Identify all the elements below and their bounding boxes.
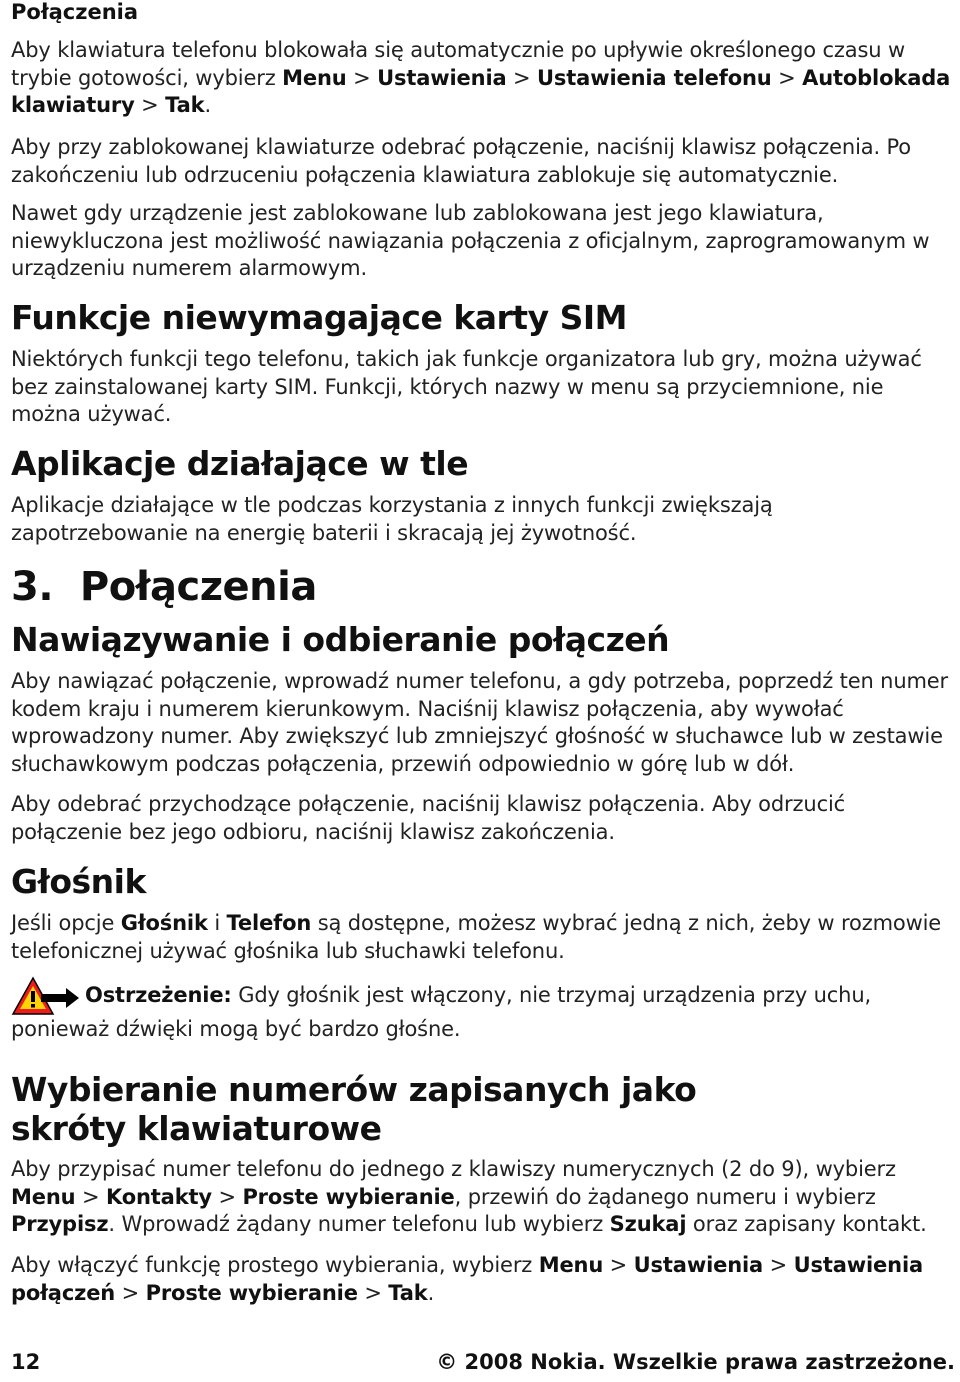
option-name: Telefon: [226, 911, 312, 935]
section-speaker: [11, 862, 955, 901]
warning-label: Ostrzeżenie:: [85, 983, 232, 1007]
text: . Wprowadź żądany numer telefonu lub wybierz: [108, 1212, 610, 1236]
menu-path-item: Proste wybieranie: [242, 1184, 455, 1209]
text: Aby przypisać numer telefonu do jednego z klawiszy numerycznych (2 do 9), wybierz: [11, 1157, 896, 1181]
option-name: Przypisz: [11, 1212, 109, 1236]
text: .: [204, 93, 211, 117]
separator: >: [771, 65, 803, 90]
paragraph: [11, 346, 955, 429]
menu-path-item: Kontakty: [105, 1184, 212, 1209]
section-heading: Nawiązywanie i odbieranie połączeń: [11, 620, 670, 659]
text: Jeśli opcje: [11, 911, 121, 935]
separator: >: [603, 1253, 634, 1277]
menu-path-item: Proste wybieranie: [145, 1280, 358, 1305]
warning-text: Gdy głośnik jest włączony, nie trzymaj urządzenia przy uchu, ponieważ dźwięki mogą być bardzo głośne.: [11, 983, 872, 1041]
separator: >: [357, 1280, 389, 1305]
paragraph: [11, 37, 955, 120]
paragraph: [11, 910, 955, 965]
paragraph: [11, 791, 955, 846]
paragraph-text: Aby przy zablokowanej klawiaturze odebrać połączenie, naciśnij klawisz połączenia. Po zakończeniu lub odrzuceniu połączenia klawiatura zablokuje się automatycznie.: [11, 135, 911, 187]
paragraph: [11, 200, 955, 283]
warning-icon: [11, 976, 81, 1016]
page-footer: [11, 1350, 955, 1374]
text: , przewiń do żądanego numeru i wybierz: [454, 1184, 876, 1209]
menu-path-item: Tak: [165, 93, 205, 117]
paragraph: [11, 134, 955, 189]
menu-path-item: Menu: [282, 65, 347, 90]
menu-path-item: Menu: [11, 1184, 76, 1209]
menu-path-item: Ustawienia połączeń: [11, 1253, 924, 1305]
separator: >: [506, 65, 538, 90]
page-number: 12: [11, 1350, 41, 1374]
paragraph-text: Aplikacje działające w tle podczas korzystania z innych funkcji zwiększają zapotrzebowanie na energię baterii i skracają jej żywotność.: [11, 493, 773, 545]
section-heading: Funkcje niewymagające karty SIM: [11, 298, 627, 337]
copyright: © 2008 Nokia. Wszelkie prawa zastrzeżone.: [436, 1350, 955, 1374]
paragraph: [11, 1156, 955, 1239]
menu-path-item: Ustawienia: [633, 1253, 764, 1277]
section-speed-dial: [11, 1070, 955, 1148]
text: są dostępne, możesz wybrać jedną z nich, żeby w rozmowie telefonicznej używać głośnika lub słuchawki telefonu.: [11, 911, 942, 963]
text: i: [207, 911, 227, 935]
text: Aby włączyć funkcję prostego wybierania, wybierz: [11, 1253, 539, 1277]
paragraph: [11, 668, 955, 778]
separator: >: [115, 1280, 146, 1305]
separator: >: [346, 65, 378, 90]
paragraph: [11, 1252, 955, 1307]
menu-path-item: Tak: [388, 1280, 428, 1305]
text: .: [427, 1280, 435, 1305]
section-calls: [11, 620, 955, 659]
section-heading: Głośnik: [11, 862, 146, 901]
menu-path-item: Menu: [538, 1253, 604, 1277]
separator: >: [763, 1253, 794, 1277]
paragraph-text: Aby odebrać przychodzące połączenie, naciśnij klawisz połączenia. Aby odrzucić połączenie bez jego odbioru, naciśnij klawisz zakończenia.: [11, 792, 846, 844]
section-sim: [11, 298, 955, 337]
paragraph: [11, 492, 955, 547]
section-heading: Aplikacje działające w tle: [11, 444, 469, 483]
menu-path-item: Ustawienia telefonu: [537, 65, 772, 90]
chapter: [11, 564, 955, 610]
separator: >: [75, 1184, 106, 1209]
option-name: Szukaj: [609, 1212, 687, 1236]
section-heading: Wybieranie numerów zapisanych jako skróty klawiaturowe: [11, 1070, 697, 1148]
paragraph-text: Nawet gdy urządzenie jest zablokowane lub zablokowana jest jego klawiatura, niewykluczona jest możliwość nawiązania połączenia z oficjalnym, zaprogramowanym w urządzeniu numerem alarmowym.: [11, 201, 930, 280]
paragraph-text: Niektórych funkcji tego telefonu, takich jak funkcje organizatora lub gry, można używać bez zainstalowanej karty SIM. Funkcji, których nazwy w menu są przyciemnione, nie można używać.: [11, 347, 922, 426]
separator: >: [211, 1184, 243, 1209]
option-name: Głośnik: [120, 911, 208, 935]
section-background-apps: [11, 444, 955, 483]
section-polaczenia: [11, 0, 955, 24]
menu-path-item: Ustawienia: [377, 65, 507, 90]
separator: >: [134, 93, 166, 117]
paragraph-text: Aby nawiązać połączenie, wprowadź numer telefonu, a gdy potrzeba, poprzedź ten numer kodem kraju i numerem kierunkowym. Naciśnij klawisz połączenia, aby wywołać wprowadzony numer. Aby zwiększyć lub zmniejszyć głośność w słuchawce lub w zestawie słuchawkowym podczas połączenia, przewiń odpowiednio w górę lub w dół.: [11, 669, 949, 776]
text: Aby klawiatura telefonu blokowała się automatycznie po upływie określonego czasu w trybie gotowości, wybierz: [11, 38, 906, 90]
warning-note: [11, 976, 955, 1044]
chapter-title: 3. Połączenia: [11, 564, 317, 610]
text: oraz zapisany kontakt.: [686, 1212, 927, 1236]
menu-path-item: Autoblokada klawiatury: [11, 65, 951, 117]
section-heading: Połączenia: [11, 0, 139, 24]
